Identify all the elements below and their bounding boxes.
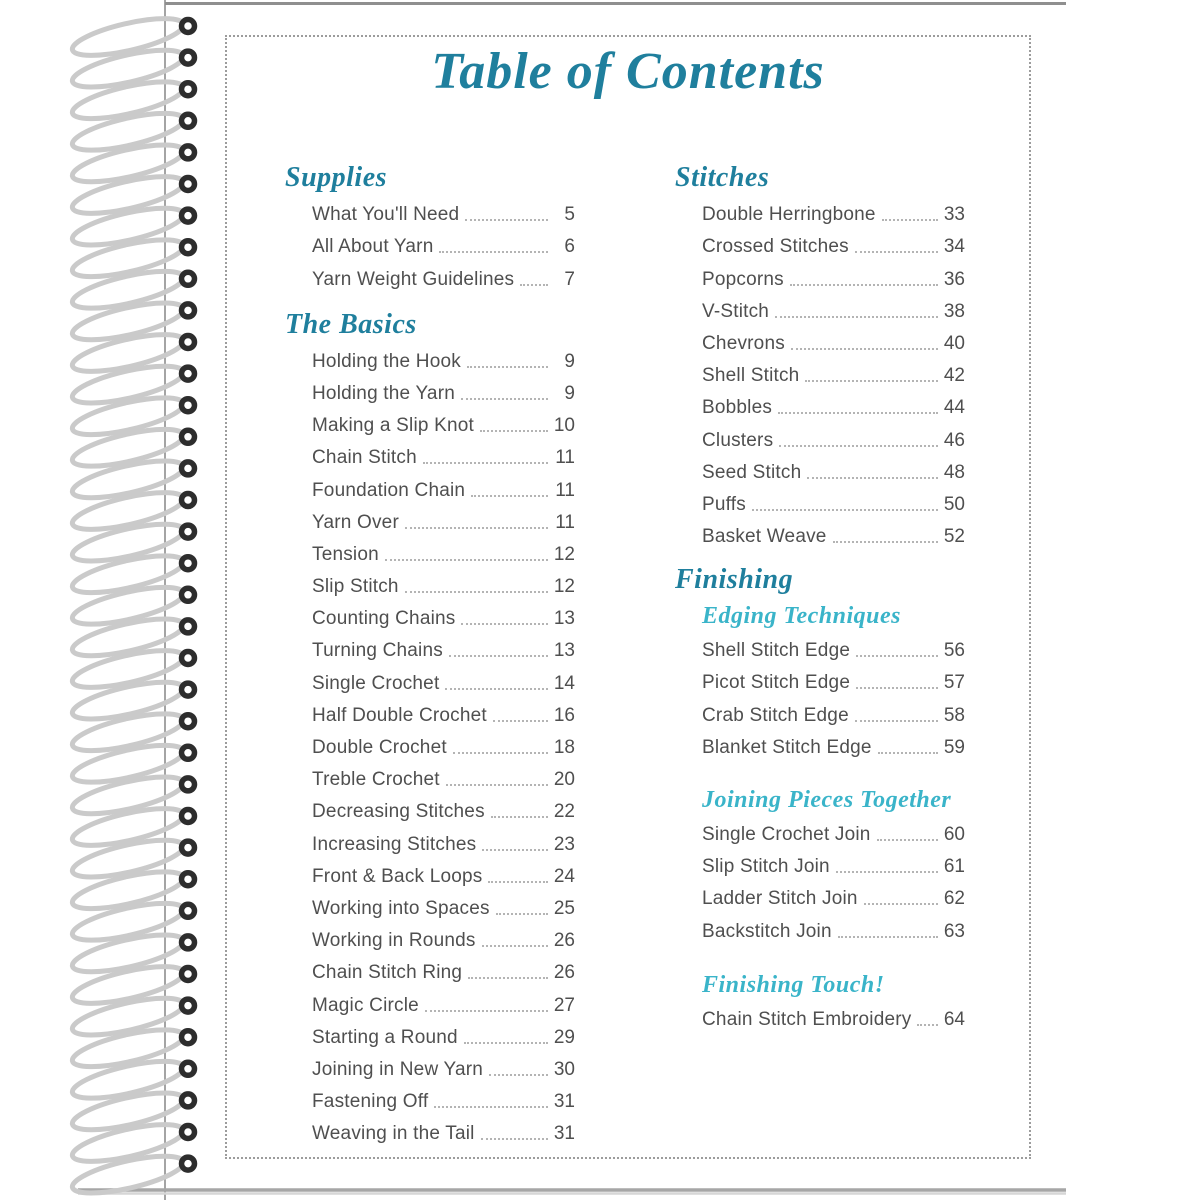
toc-section-heading: Finishing xyxy=(675,564,794,596)
toc-entry-page: 11 xyxy=(555,447,575,469)
toc-entry-label: Ladder Stitch Join xyxy=(702,888,858,910)
toc-entry-label: Starting a Round xyxy=(312,1026,458,1048)
toc-entry xyxy=(285,731,575,763)
toc-entry-page: 12 xyxy=(553,576,575,598)
toc-entry xyxy=(285,441,575,473)
toc-section-heading: Supplies xyxy=(285,162,388,193)
toc-entry xyxy=(675,391,965,423)
toc-entry-page: 50 xyxy=(943,493,965,515)
toc-entry-page: 36 xyxy=(943,268,965,290)
toc-entry-page: 52 xyxy=(943,526,965,548)
toc-entry-label: Shell Stitch Edge xyxy=(702,640,851,662)
toc-entry-page: 9 xyxy=(564,382,575,404)
toc-entry xyxy=(675,295,965,327)
dot-leader xyxy=(467,366,548,368)
dot-leader xyxy=(464,1042,548,1044)
dot-leader xyxy=(856,687,938,689)
toc-entry-label: Chain Stitch Ring xyxy=(312,962,463,984)
toc-entry xyxy=(285,988,575,1020)
toc-entry-label: V-Stitch xyxy=(702,300,770,322)
dot-leader xyxy=(453,752,548,754)
toc-entry xyxy=(285,409,575,441)
toc-entry-page: 27 xyxy=(553,994,575,1016)
toc-entry-page: 58 xyxy=(943,704,965,726)
dot-leader xyxy=(489,1074,548,1076)
dot-leader xyxy=(468,977,548,979)
toc-entry-page: 30 xyxy=(553,1058,575,1080)
dot-leader xyxy=(461,398,548,400)
dot-leader xyxy=(461,623,548,625)
toc-entry-page: 24 xyxy=(553,865,575,887)
toc-entry-label: Crossed Stitches xyxy=(702,236,849,258)
toc-entry xyxy=(285,634,575,666)
toc-entry-label: Single Crochet xyxy=(312,672,440,694)
toc-entry xyxy=(285,1021,575,1053)
dot-leader xyxy=(449,655,548,657)
toc-entry-label: Foundation Chain xyxy=(312,479,466,501)
dot-leader xyxy=(878,752,938,754)
toc-entry-page: 59 xyxy=(943,736,965,758)
toc-entry xyxy=(675,262,965,294)
toc-entry-label: Double Crochet xyxy=(312,737,447,758)
toc-entry-label: Turning Chains xyxy=(312,640,443,662)
toc-entry-page: 16 xyxy=(553,704,575,726)
dot-leader xyxy=(491,816,548,818)
toc-entry xyxy=(675,456,965,488)
toc-entry-label: Slip Stitch xyxy=(312,576,399,598)
toc-entry-page: 33 xyxy=(943,204,965,226)
toc-entry-label: Bobbles xyxy=(702,397,773,419)
toc-entry xyxy=(675,1003,965,1035)
dot-leader xyxy=(833,541,938,543)
toc-entry-label: Double Herringbone xyxy=(702,204,876,226)
toc-entry xyxy=(675,818,965,850)
toc-entry-page: 60 xyxy=(943,824,965,845)
toc-entry-label: What You'll Need xyxy=(312,204,460,226)
toc-entry xyxy=(285,1085,575,1117)
toc-column-left xyxy=(285,160,575,1149)
toc-entry-page: 42 xyxy=(943,365,965,387)
toc-entry xyxy=(285,763,575,795)
toc-entry-label: Popcorns xyxy=(702,268,784,290)
dot-leader xyxy=(855,720,938,722)
toc-entry-page: 29 xyxy=(553,1026,575,1048)
toc-entry-page: 6 xyxy=(564,236,575,258)
toc-entry-page: 14 xyxy=(553,672,575,694)
dot-leader xyxy=(838,936,938,938)
toc-entry-label: Fastening Off xyxy=(312,1091,429,1113)
toc-entry-page: 31 xyxy=(553,1091,575,1113)
toc-entry-label: Single Crochet Join xyxy=(702,824,871,845)
toc-entry xyxy=(285,892,575,924)
toc-entry xyxy=(285,827,575,859)
toc-entry-page: 48 xyxy=(943,461,965,483)
toc-entry-page: 18 xyxy=(553,737,575,758)
toc-entry-page: 20 xyxy=(553,769,575,791)
toc-entry-label: Making a Slip Knot xyxy=(312,415,475,437)
toc-entry xyxy=(285,538,575,570)
dot-leader xyxy=(496,913,548,915)
dot-leader xyxy=(439,251,548,253)
dot-leader xyxy=(481,1138,548,1140)
toc-entry-label: Half Double Crochet xyxy=(312,704,487,726)
toc-entry-label: Counting Chains xyxy=(312,608,456,630)
dot-leader xyxy=(790,284,938,286)
toc-entry-page: 23 xyxy=(553,833,575,855)
toc-entry-page: 40 xyxy=(943,332,965,354)
toc-entry-page: 26 xyxy=(553,962,575,984)
toc-entry-page: 62 xyxy=(943,888,965,910)
toc-entry xyxy=(285,924,575,956)
toc-entry xyxy=(285,956,575,988)
dot-leader xyxy=(778,412,938,414)
toc-entry-page: 5 xyxy=(564,204,575,226)
toc-entry-label: Front & Back Loops xyxy=(312,865,483,887)
dot-leader xyxy=(405,527,548,529)
dot-leader xyxy=(805,380,938,382)
dot-leader xyxy=(488,881,548,883)
toc-entry xyxy=(675,520,965,552)
toc-section-heading: Stitches xyxy=(675,162,770,193)
dot-leader xyxy=(445,688,548,690)
dot-leader xyxy=(446,784,548,786)
toc-section-heading: Edging Techniques xyxy=(702,603,901,630)
toc-entry-page: 64 xyxy=(943,1008,965,1030)
dot-leader xyxy=(482,945,548,947)
dot-leader xyxy=(423,462,548,464)
toc-entry xyxy=(285,506,575,538)
toc-entry-label: All About Yarn xyxy=(312,236,434,258)
dot-leader xyxy=(779,445,938,447)
toc-entry xyxy=(675,731,965,763)
toc-entry-page: 13 xyxy=(553,608,575,630)
toc-entry xyxy=(285,602,575,634)
toc-entry-label: Yarn Weight Guidelines xyxy=(312,268,515,290)
toc-entry xyxy=(675,423,965,455)
toc-entry-label: Chevrons xyxy=(702,332,785,354)
toc-entry xyxy=(675,666,965,698)
toc-entry xyxy=(675,488,965,520)
toc-entry-page: 56 xyxy=(943,640,965,662)
page-title: Table of Contents xyxy=(431,43,825,100)
toc-entry-label: Magic Circle xyxy=(312,994,419,1016)
toc-section-heading: Joining Pieces Together xyxy=(702,786,952,813)
toc-entry-label: Working in Rounds xyxy=(312,930,476,952)
toc-column-right xyxy=(675,160,965,1035)
toc-entry-label: Shell Stitch xyxy=(702,365,800,387)
toc-entry-label: Puffs xyxy=(702,493,746,515)
dot-leader xyxy=(425,1010,548,1012)
toc-entry xyxy=(285,860,575,892)
toc-entry xyxy=(285,795,575,827)
toc-entry xyxy=(675,359,965,391)
toc-entry-label: Treble Crochet xyxy=(312,769,440,791)
toc-entry-label: Blanket Stitch Edge xyxy=(702,736,872,758)
dot-leader xyxy=(405,591,548,593)
toc-section-heading: Finishing Touch! xyxy=(702,971,885,998)
toc-section-heading: The Basics xyxy=(285,308,417,340)
dot-leader xyxy=(836,871,938,873)
dot-leader xyxy=(877,839,938,841)
toc-entry-label: Increasing Stitches xyxy=(312,833,477,855)
toc-entry-page: 10 xyxy=(553,415,575,437)
dot-leader xyxy=(775,316,938,318)
toc-entry xyxy=(675,327,965,359)
toc-entry-page: 22 xyxy=(553,801,575,823)
dot-leader xyxy=(856,655,938,657)
toc-entry-page: 9 xyxy=(564,350,575,372)
toc-entry-page: 12 xyxy=(553,543,575,565)
toc-entry xyxy=(285,699,575,731)
toc-entry xyxy=(675,634,965,666)
dot-leader xyxy=(385,559,548,561)
toc-entry-page: 34 xyxy=(943,236,965,258)
toc-entry xyxy=(675,198,965,230)
toc-entry xyxy=(285,198,575,230)
toc-entry-label: Crab Stitch Edge xyxy=(702,704,849,726)
dot-leader xyxy=(480,430,548,432)
dot-leader xyxy=(493,720,548,722)
toc-entry-label: Chain Stitch Embroidery xyxy=(702,1008,912,1030)
dot-leader xyxy=(864,903,938,905)
toc-entry-label: Yarn Over xyxy=(312,511,399,533)
toc-entry xyxy=(675,914,965,946)
toc-entry-page: 13 xyxy=(553,640,575,662)
toc-entry-page: 46 xyxy=(943,429,965,451)
dot-leader xyxy=(520,284,548,286)
toc-entry xyxy=(285,666,575,698)
dot-leader xyxy=(882,219,938,221)
toc-entry-page: 11 xyxy=(555,511,575,533)
toc-entry-label: Holding the Hook xyxy=(312,350,461,372)
toc-entry-label: Basket Weave xyxy=(702,526,827,548)
toc-entry xyxy=(675,230,965,262)
toc-entry-label: Decreasing Stitches xyxy=(312,801,485,823)
toc-entry xyxy=(285,1053,575,1085)
dot-leader xyxy=(465,219,548,221)
toc-entry-label: Tension xyxy=(312,543,379,565)
toc-entry-label: Weaving in the Tail xyxy=(312,1123,475,1145)
toc-entry xyxy=(675,882,965,914)
toc-entry xyxy=(285,570,575,602)
toc-entry-page: 57 xyxy=(943,672,965,694)
toc-entry xyxy=(285,473,575,505)
toc-entry-label: Holding the Yarn xyxy=(312,382,455,404)
toc-entry-page: 7 xyxy=(564,268,575,290)
toc-entry xyxy=(675,850,965,882)
toc-entry xyxy=(285,345,575,377)
dot-leader xyxy=(807,477,938,479)
toc-entry-label: Slip Stitch Join xyxy=(702,856,830,878)
dot-leader xyxy=(482,849,548,851)
toc-entry-page: 26 xyxy=(553,930,575,952)
dot-leader xyxy=(752,509,938,511)
toc-entry-label: Clusters xyxy=(702,429,774,451)
dot-leader xyxy=(791,348,938,350)
dot-leader xyxy=(434,1106,548,1108)
toc-entry-page: 31 xyxy=(553,1123,575,1145)
toc-entry-page: 11 xyxy=(555,479,575,501)
dot-leader xyxy=(855,251,938,253)
toc-entry-page: 44 xyxy=(943,397,965,419)
toc-entry-label: Backstitch Join xyxy=(702,920,832,942)
toc-entry-page: 38 xyxy=(943,300,965,322)
toc-entry xyxy=(285,377,575,409)
toc-entry xyxy=(285,230,575,262)
toc-entry xyxy=(285,1117,575,1149)
toc-entry-label: Chain Stitch xyxy=(312,447,417,469)
toc-entry xyxy=(675,698,965,730)
toc-entry-label: Working into Spaces xyxy=(312,897,490,919)
toc-entry-label: Joining in New Yarn xyxy=(312,1058,484,1080)
toc-entry-page: 63 xyxy=(943,920,965,942)
toc-entry-label: Seed Stitch xyxy=(702,461,802,483)
toc-entry-page: 25 xyxy=(553,897,575,919)
toc-entry-label: Picot Stitch Edge xyxy=(702,672,851,694)
dot-leader xyxy=(471,495,548,497)
toc-entry xyxy=(285,262,575,294)
dot-leader xyxy=(917,1024,938,1026)
toc-entry-page: 61 xyxy=(943,856,965,878)
